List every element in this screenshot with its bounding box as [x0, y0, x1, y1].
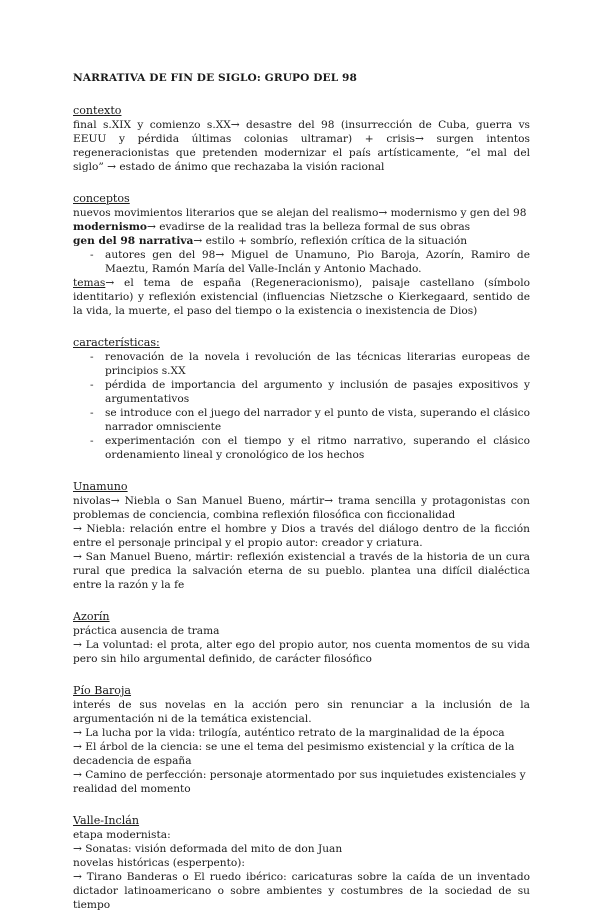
section-contexto: [73, 99, 530, 174]
paragraph: [73, 234, 530, 248]
bullet-list: [73, 350, 530, 462]
document-title: NARRATIVA DE FIN DE SIGLO: GRUPO DEL 98: [73, 72, 357, 84]
paragraph: [73, 220, 530, 234]
list-item: - experimentación con el tiempo y el ritmo narrativo, superando el clásico ordenamiento lineal y cronológico de los hechos: [73, 434, 530, 462]
section-baroja: [73, 679, 530, 796]
paragraph: interés de sus novelas en la acción pero sin renunciar a la inclusión de la argumentación ni de la temática existencial.: [73, 699, 530, 725]
paragraph: nivolas→ Niebla o San Manuel Bueno, mártir→ trama sencilla y protagonistas con problemas de conciencia, combina reflexión filosófica con ficcionalidad: [73, 495, 530, 521]
paragraph: → Sonatas: visión deformada del mito de don Juan: [73, 843, 343, 855]
paragraph: → Camino de perfección: personaje atormentado por sus inquietudes existenciales y realidad del momento: [73, 769, 526, 795]
section-azorin: [73, 605, 530, 666]
section-heading: características:: [73, 336, 160, 349]
section-heading: contexto: [73, 104, 122, 117]
term-label: modernismo: [73, 221, 147, 233]
section-heading: Azorín: [73, 610, 110, 623]
paragraph: [73, 276, 530, 318]
paragraph: → El árbol de la ciencia: se une el tema del pesimismo existencial y la crítica de la decadencia de españa: [73, 741, 515, 767]
paragraph: → La voluntad: el prota, alter ego del propio autor, nos cuenta momentos de su vida pero sin hilo argumental definido, de carácter filosófico: [73, 639, 530, 665]
paragraph: → Tirano Banderas o El ruedo ibérico: caricaturas sobre la caída de un inventado dictador latinoamericano o sobre ambientes y costumbres de la sociedad de su tiempo: [73, 871, 530, 911]
section-heading: conceptos: [73, 192, 130, 205]
paragraph: → San Manuel Bueno, mártir: reflexión existencial a través de la historia de un cura rural que predica la salvación eterna de su pueblo. plantea una difícil dialéctica entre la razón y la fe: [73, 551, 530, 591]
section-caracteristicas: [73, 331, 530, 462]
paragraph: práctica ausencia de trama: [73, 625, 220, 637]
paragraph: final s.XIX y comienzo s.XX→ desastre del 98 (insurrección de Cuba, guerra vs EEUU y pérdida últimas colonias ultramar) + crisis→ surgen intentos regeneracionistas que pretenden modernizar el país artísticamente, “el mal del siglo” → estado de ánimo que rechazaba la visión racional: [73, 119, 530, 173]
term-label: gen del 98 narrativa: [73, 235, 194, 247]
section-unamuno: [73, 475, 530, 592]
paragraph: nuevos movimientos literarios que se alejan del realismo→ modernismo y gen del 98: [73, 207, 527, 219]
term-text: → evadirse de la realidad tras la belleza formal de sus obras: [146, 221, 471, 233]
section-heading: Pío Baroja: [73, 684, 132, 697]
term-text: → estilo + sombrío, reflexión crítica de la situación: [193, 235, 468, 247]
term-text: → el tema de españa (Regeneracionismo), paisaje castellano (símbolo identitario) y reflexión existencial (influencias Nietzsche o Kierkegaard, sentido de la vida, la muerte, el paso del tiempo o la existencia o inexistencia de Dios): [73, 277, 530, 317]
section-heading: Unamuno: [73, 480, 128, 493]
section-conceptos: [73, 187, 530, 318]
bullet-list: [73, 248, 530, 276]
list-item: - autores gen del 98→ Miguel de Unamuno, Pio Baroja, Azorín, Ramiro de Maeztu, Ramón María del Valle-Inclán y Antonio Machado.: [73, 248, 530, 276]
paragraph: etapa modernista:: [73, 829, 171, 841]
term-label: temas: [73, 277, 106, 289]
paragraph: → Niebla: relación entre el hombre y Dios a través del diálogo dentro de la ficción entre el personaje principal y el propio autor: creador y criatura.: [73, 523, 530, 549]
paragraph: novelas históricas (esperpento):: [73, 857, 245, 869]
section-valle-inclan: [73, 809, 530, 912]
section-heading: Valle-Inclán: [73, 814, 140, 827]
list-item: - pérdida de importancia del argumento y inclusión de pasajes expositivos y argumentativos: [73, 378, 530, 406]
list-item: - renovación de la novela i revolución de las técnicas literarias europeas de principios s.XX: [73, 350, 530, 378]
paragraph: → La lucha por la vida: trilogía, auténtico retrato de la marginalidad de la época: [73, 727, 505, 739]
list-item: - se introduce con el juego del narrador y el punto de vista, superando el clásico narrador omnisciente: [73, 406, 530, 434]
